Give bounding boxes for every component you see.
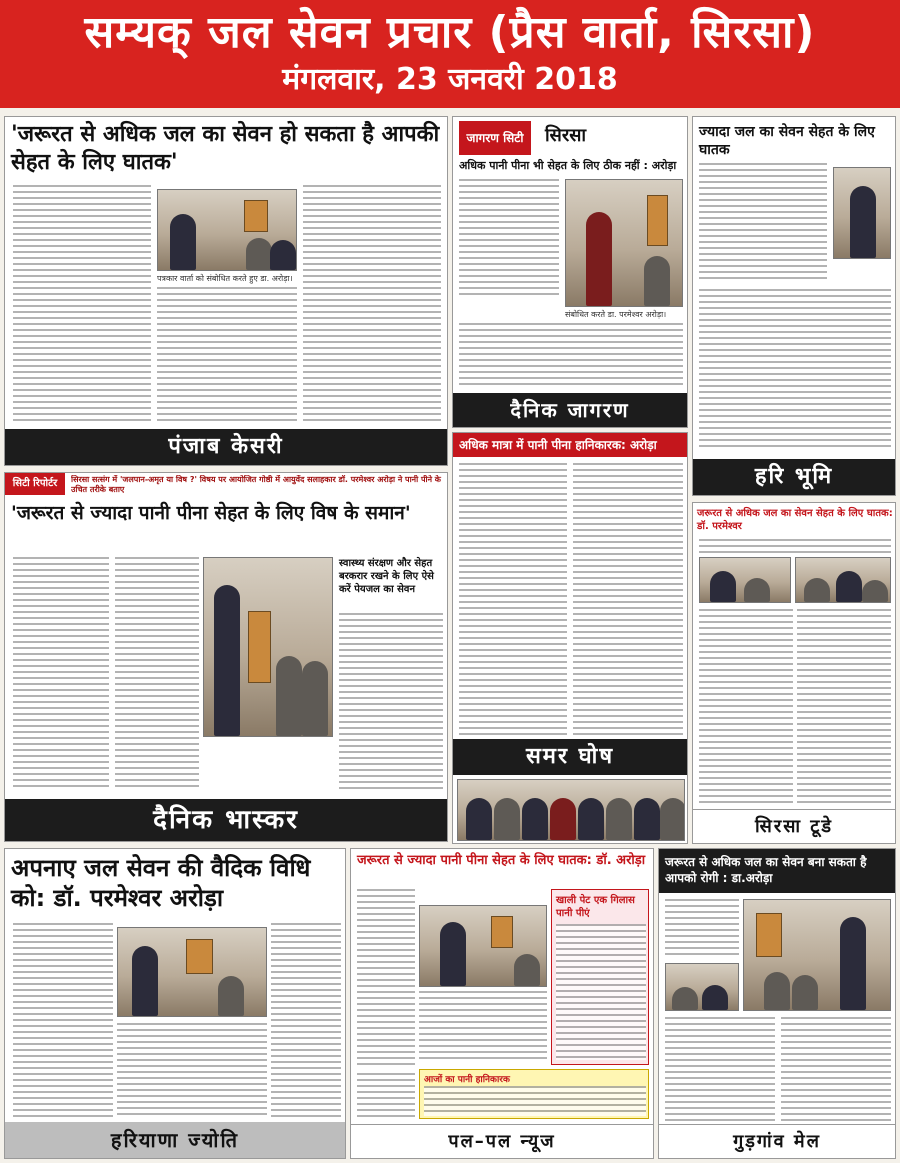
article-text: [13, 557, 109, 787]
section-tag: सिटी रिपोर्टर: [5, 473, 65, 495]
article-text: [459, 463, 567, 735]
clip-headline: अपनाए जल सेवन की वैदिक विधि को: डॉ. परमेश्वर अरोड़ा: [11, 854, 311, 912]
banner-title: सम्यक् जल सेवन प्रचार (प्रैस वार्ता, सिरसा): [84, 7, 816, 58]
article-text: [13, 185, 151, 425]
banner-date: मंगलवार, 23 जनवरी 2018: [282, 62, 618, 97]
article-text: [573, 463, 683, 735]
clip-punjab-kesari: [4, 116, 448, 466]
clip-pal-pal-news: [350, 848, 654, 1159]
article-text: [339, 613, 443, 789]
page-banner: [0, 0, 900, 108]
article-text: [303, 185, 441, 425]
audience-photo: [665, 963, 739, 1011]
clip-hari-bhoomi: [692, 116, 896, 496]
clip-headline: ज्यादा जल का सेवन सेहत के लिए घातक: [699, 124, 875, 158]
tip-box-title: खाली पेट एक गिलास पानी पीएं: [556, 895, 635, 919]
press-photo: [203, 557, 333, 737]
press-photo: [565, 179, 683, 307]
clip-headline: अधिक मात्रा में पानी पीना हानिकारक: अरोड़ा: [453, 433, 688, 457]
article-text: [357, 1073, 415, 1119]
press-photo: [117, 927, 267, 1017]
article-text: [699, 163, 827, 283]
photo-caption: संबोधित करते डा. परमेश्वर अरोड़ा।: [565, 310, 667, 319]
clip-dainik-jagran: [452, 116, 688, 428]
press-photo: [699, 557, 791, 603]
clip-headline: जरूरत से अधिक जल का सेवन बना सकता है आपको रोगी : डा.अरोड़ा: [659, 849, 896, 893]
clip-footer: गुड़गांव मेल: [659, 1124, 895, 1158]
tip-box: [551, 889, 649, 1065]
article-text: [459, 323, 683, 389]
clip-footer: समर घोष: [453, 739, 687, 775]
press-photo: [795, 557, 891, 603]
clip-headline: अधिक पानी पीना भी सेहत के लिए ठीक नहीं : अरोड़ा: [459, 159, 677, 172]
clip-footer: पल–पल न्यूज: [351, 1124, 653, 1158]
clip-headline: 'जरूरत से ज्यादा पानी पीना सेहत के लिए विष के समान': [11, 502, 411, 524]
press-photo: [833, 167, 891, 259]
article-text: [115, 557, 199, 787]
article-text: [699, 609, 793, 805]
photo-caption: पत्रकार वार्ता को संबोधित करते हुए डा. अरोड़ा।: [157, 274, 293, 283]
article-text: [117, 1023, 267, 1117]
article-text: [699, 289, 891, 449]
article-text: [271, 923, 341, 1117]
clip-footer: पंजाब केसरी: [5, 429, 447, 465]
clip-gurgaon-mail: [658, 848, 896, 1159]
article-text: [157, 287, 297, 425]
article-text: [699, 539, 891, 553]
article-text: [13, 923, 113, 1117]
clip-headline: जरूरत से ज्यादा पानी पीना सेहत के लिए घातक: डॉ. अरोड़ा: [357, 853, 646, 868]
city-label: सिरसा: [545, 125, 587, 146]
clip-samar-ghosh: [452, 432, 688, 844]
kicker-text: सिरसा सत्संग में 'जलपान-अमृत या विष ?' विषय पर आयोजित गोष्ठी में आयुर्वेद सलाहकार डॉ. परमेश्वर अरोड़ा ने पानी पीने के उचित तरीके बताए: [71, 475, 441, 494]
clip-headline: जरूरत से अधिक जल का सेवन सेहत के लिए घातक: डॉ. परमेश्वर: [697, 508, 893, 532]
group-photo: [457, 779, 685, 841]
article-text: [556, 924, 646, 1060]
article-text: [419, 991, 547, 1061]
clip-footer: दैनिक भास्कर: [5, 799, 447, 841]
clip-footer: दैनिक जागरण: [453, 393, 687, 427]
clip-footer: हरि भूमि: [693, 459, 895, 495]
clip-footer: हरियाणा ज्योति: [5, 1122, 345, 1158]
press-photo: [157, 189, 297, 271]
article-text: [424, 1086, 646, 1116]
clip-headline: 'जरूरत से अधिक जल का सेवन हो सकता है आपकी सेहत के लिए घातक': [11, 122, 440, 175]
clip-footer: सिरसा टूडे: [693, 809, 895, 843]
clip-sirsa-today: [692, 502, 896, 844]
inset-box: [419, 1069, 649, 1119]
article-text: [665, 1017, 775, 1121]
article-text: [797, 609, 891, 805]
inset-title: आजों का पानी हानिकारक: [424, 1075, 510, 1085]
press-photo: [419, 905, 547, 987]
article-text: [459, 179, 559, 299]
clip-haryana-jyoti: [4, 848, 346, 1159]
side-headline: स्वास्थ्य संरक्षण और सेहत बरकरार रखने के लिए ऐसे करें पेयजल का सेवन: [339, 558, 434, 595]
newspaper-logo: जागरण सिटी: [459, 121, 531, 155]
article-text: [781, 1017, 891, 1121]
article-text: [357, 889, 415, 1069]
clip-dainik-bhaskar: [4, 472, 448, 842]
article-text: [665, 899, 739, 959]
press-photo: [743, 899, 891, 1011]
